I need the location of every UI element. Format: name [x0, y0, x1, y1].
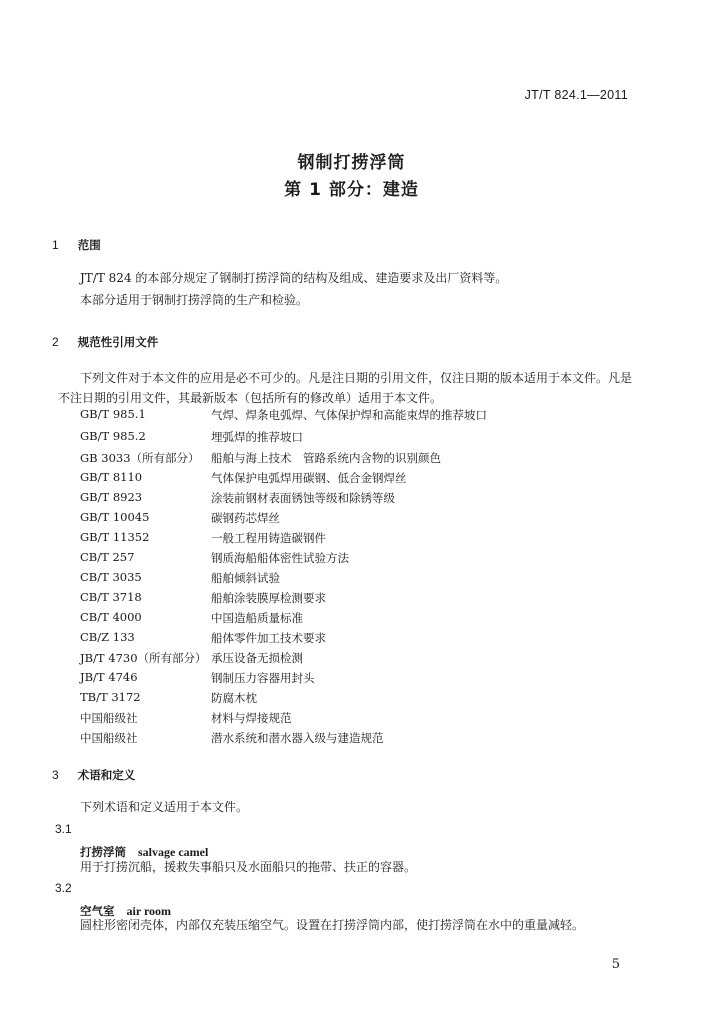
reference-code: 中国船级社	[80, 731, 138, 745]
term-english: air room	[126, 904, 172, 918]
term-chinese: 打捞浮筒	[80, 845, 126, 859]
reference-title: 船舶倾斜试验	[211, 571, 280, 585]
section-1-heading	[52, 234, 101, 253]
section-3-heading	[52, 764, 135, 783]
reference-code: CB/T 257	[80, 550, 135, 564]
references-intro: 下列文件对于本文件的应用是必不可少的。凡是注日期的引用文件，仅注日期的版本适用于本文件。凡是不注日期的引用文件，其最新版本（包括所有的修改单）适用于本文件。	[58, 371, 633, 405]
section-title: 范围	[77, 238, 101, 252]
section-number: 1	[52, 238, 59, 252]
term-number: 3.1	[55, 822, 72, 836]
reference-title: 材料与焊接规范	[211, 711, 292, 725]
reference-title: 船舶涂装膜厚检测要求	[211, 591, 326, 605]
reference-title: 涂装前钢材表面锈蚀等级和除锈等级	[211, 491, 395, 505]
reference-code: CB/T 4000	[80, 610, 142, 624]
terms-intro: 下列术语和定义适用于本文件。	[80, 800, 249, 814]
reference-title: 防腐木枕	[211, 691, 257, 705]
reference-code: GB 3033（所有部分）	[80, 451, 200, 465]
reference-title: 气焊、焊条电弧焊、气体保护焊和高能束焊的推荐坡口	[211, 408, 487, 422]
reference-title: 中国造船质量标准	[211, 611, 303, 625]
reference-code: CB/Z 133	[80, 630, 135, 644]
section-number: 2	[52, 335, 59, 349]
term-chinese: 空气室	[80, 904, 115, 918]
reference-code: GB/T 10045	[80, 510, 150, 524]
section-title: 术语和定义	[77, 768, 136, 782]
document-subtitle: 第 1 部分：建造	[284, 180, 419, 200]
reference-code: TB/T 3172	[80, 690, 141, 704]
reference-title: 船舶与海上技术 管路系统内含物的识别颜色	[211, 451, 441, 465]
section-title: 规范性引用文件	[77, 335, 159, 349]
reference-code: GB/T 985.2	[80, 429, 146, 443]
reference-title: 潜水系统和潜水器入级与建造规范	[211, 731, 384, 745]
document-title: 钢制打捞浮筒	[297, 153, 406, 173]
reference-code: GB/T 11352	[80, 530, 150, 544]
term-english: salvage camel	[138, 845, 209, 859]
scope-paragraph: JT/T 824 的本部分规定了钢制打捞浮筒的结构及组成、建造要求及出厂资料等。	[80, 271, 508, 285]
reference-code: JB/T 4730（所有部分）	[80, 651, 207, 665]
page-number: 5	[611, 957, 620, 972]
reference-code: CB/T 3718	[80, 590, 142, 604]
reference-title: 碳钢药芯焊丝	[211, 511, 280, 525]
reference-code: GB/T 985.1	[80, 407, 146, 421]
term-definition: 用于打捞沉船，援救失事船只及水面船只的拖带、扶正的容器。	[80, 860, 417, 874]
term-definition: 圆柱形密闭壳体，内部仅充装压缩空气。设置在打捞浮筒内部，使打捞浮筒在水中的重量减轻。	[80, 918, 585, 932]
standard-number: JT/T 824.1—2011	[524, 88, 628, 102]
reference-code: CB/T 3035	[80, 570, 142, 584]
term-number: 3.2	[55, 881, 72, 895]
section-number: 3	[52, 768, 59, 782]
reference-title: 一般工程用铸造碳钢件	[211, 531, 326, 545]
reference-code: GB/T 8923	[80, 490, 143, 504]
reference-code: JB/T 4746	[80, 670, 138, 684]
scope-paragraph: 本部分适用于钢制打捞浮筒的生产和检验。	[80, 293, 309, 307]
reference-title: 钢制压力容器用封头	[211, 671, 315, 685]
reference-code: GB/T 8110	[80, 470, 143, 484]
section-2-heading	[52, 331, 158, 350]
reference-title: 船体零件加工技术要求	[211, 631, 326, 645]
reference-code: 中国船级社	[80, 711, 138, 725]
reference-title: 气体保护电弧焊用碳钢、低合金钢焊丝	[211, 471, 407, 485]
reference-title: 钢质海船船体密性试验方法	[211, 551, 349, 565]
reference-title: 承压设备无损检测	[211, 651, 303, 665]
reference-title: 埋弧焊的推荐坡口	[211, 430, 303, 444]
